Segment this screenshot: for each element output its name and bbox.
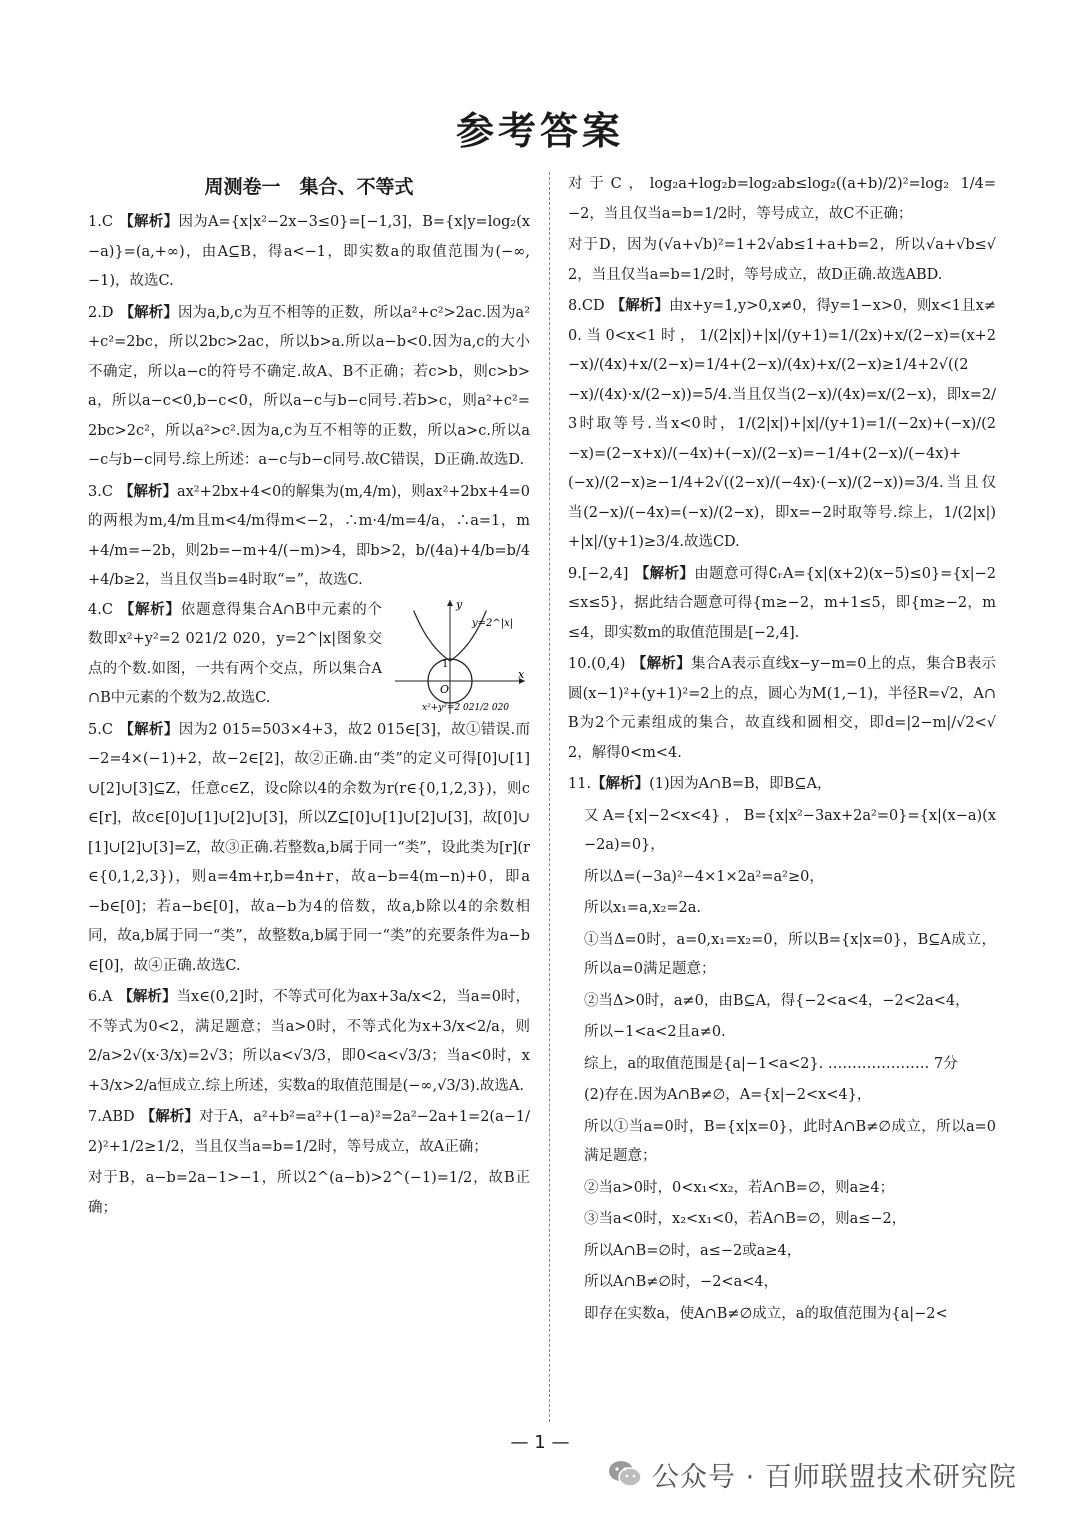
answer-text: 又A={x|−2<x<4}，B={x|x²−3ax+2a²=0}={x|(x−a)(x−2a)=0}，	[584, 807, 996, 853]
answer-paragraph	[568, 863, 996, 893]
page-number: — 1 —	[510, 1432, 570, 1453]
answer-choice: C	[101, 721, 113, 738]
answer-paragraph	[568, 770, 996, 800]
answer-paragraph	[568, 292, 996, 558]
analysis-tag: 【解析】	[140, 1109, 199, 1125]
answer-text: 当x∈(0,2]时，不等式可化为ax+3a/x<2，当a=0时，不等式为0<2，满足题意；当a>0时，不等式化为x+3/x<2/a，则2/a>2√(x·3/x)=2√3；所以a<√3/3，即0<a<√3/3；当a<0时，x+3/x>2/a恒成立.综上所述，实数a的取值范围是(−∞,√3/3).故选A.	[88, 989, 531, 1094]
answer-paragraph	[568, 894, 996, 924]
answer-paragraph	[88, 596, 390, 716]
origin-label: O	[440, 682, 450, 696]
answer-choice: CD	[581, 298, 605, 314]
answer-number: 10.	[568, 656, 592, 672]
answer-text: 因为A={x|x²−2x−3≤0}=[−1,3]，B={x|y=log₂(x−a)}=(a,+∞)，由A⊆B，得a<−1，即实数a的取值范围为(−∞,−1)，故选C.	[88, 214, 530, 289]
answer-paragraph	[568, 1018, 996, 1048]
watermark-text: 公众号 · 百师联盟技术研究院	[652, 1461, 1017, 1493]
answer-text: 依题意得集合A∩B中元素的个数即x²+y²=2 021/2 020，y=2^|x|图象交点的个数.如图，一共有两个交点，所以集合A∩B中元素的个数为2.故选C.	[88, 601, 383, 706]
answer-number: 2.	[88, 304, 102, 321]
answer-paragraph	[568, 1268, 996, 1298]
watermark	[608, 1452, 1017, 1496]
answer-with-figure	[88, 596, 530, 716]
answer-paragraph	[568, 1300, 996, 1330]
page-title: 参考答案	[455, 109, 624, 153]
point-one-label: 1	[442, 658, 449, 670]
left-answer-list	[88, 208, 530, 1223]
answer-choice: ABD	[101, 1109, 135, 1125]
answer-choice: A	[101, 989, 113, 1005]
answer-paragraph	[568, 650, 996, 768]
answer-paragraph	[568, 1081, 996, 1111]
answer-text: 所以A∩B≠∅时，−2<a<4，	[584, 1274, 779, 1290]
answer-text: 对于C，log₂a+log₂b=log₂ab≤log₂((a+b)/2)²=log₂ 1/4=−2，当且仅当a=b=1/2时，等号成立，故C不正确；	[568, 176, 996, 222]
answer-text: 由题意可得∁ᵣA={x|(x+2)(x−5)≤0}={x|−2≤x≤5}，据此结合题意可得{m≥−2，m+1≤5，即{m≥−2，m≤4，即实数m的取值范围是[−2,4].	[568, 565, 996, 641]
answer-number: 9.	[568, 565, 582, 582]
analysis-tag: 【解析】	[118, 721, 179, 738]
answer-paragraph	[88, 299, 530, 476]
answer-paragraph	[568, 231, 996, 290]
circle-label: x²+y²=2 021/2 020	[422, 702, 510, 713]
answer-text: 即存在实数a，使A∩B≠∅成立，a的取值范围为{a|−2<	[584, 1305, 948, 1322]
answer-choice: (0,4)	[591, 656, 626, 672]
answer-choice: C	[101, 601, 113, 618]
answer-text: (1)因为A∩B=B，即B⊆A，	[649, 776, 832, 792]
answer-paragraph	[568, 1050, 996, 1080]
answer-text: 由x+y=1,y>0,x≠0，得y=1−x>0，则x<1且x≠0.当0<x<1时，1/(2|x|)+|x|/(y+1)=1/(2x)+x/(2−x)=(x+2−x)/(4x)+x/(2−x)=1/4+(2−x)/(4x)+x/(2−x)≥1/4+2√((2−x)/(4x)·x/(2−x))=5/4.当且仅当(2−x)/(4x)=x/(2−x)，即x=2/3时取等号.当x<0时，1/(2|x|)+|x|/(y+1)=1/(−2x)+(−x)/(2−x)=(2−x+x)/(−4x)+(−x)/(2−x)=−1/4+(2−x)/(−4x)+(−x)/(2−x)≥−1/4+2√((2−x)/(−4x)·(−x)/(2−x))=3/4.当且仅当(2−x)/(−4x)=(−x)/(2−x)，即x=−2时取等号.综上，1/(2|x|)+|x|/(y+1)≥3/4.故选CD.	[568, 298, 996, 550]
answer-paragraph	[88, 1103, 530, 1162]
answer-paragraph	[88, 716, 530, 982]
analysis-tag: 【解析】	[118, 214, 179, 230]
answer-text: (2)存在.因为A∩B≠∅，A={x|−2<x<4}，	[584, 1087, 872, 1103]
analysis-tag: 【解析】	[634, 565, 695, 582]
answer-text: 所以A∩B=∅时，a≤−2或a≥4，	[584, 1242, 802, 1259]
analysis-tag: 【解析】	[118, 601, 181, 618]
x-axis-label: x	[518, 667, 525, 681]
right-column	[568, 170, 996, 1329]
answer-text: 因为2 015=503×4+3，故2 015∈[3]，故①错误.而−2=4×(−1)+2，故−2∈[2]，故②正确.由“类”的定义可得[0]∪[1]∪[2]∪[3]⊆Z，任意c∈Z，设c除以4的余数为r(r∈{0,1,2,3})，则c∈[r]，故c∈[0]∪[1]∪[2]∪[3]，所以Z⊆[0]∪[1]∪[2]∪[3]，故[0]∪[1]∪[2]∪[3]=Z，故③正确.若整数a,b属于同一“类”，设此类为[r](r∈{0,1,2,3})，则a=4m+r,b=4n+r，故a−b=4(m−n)+0，即a−b∈[0]；若a−b∈[0]，故a−b为4的倍数，故a,b除以4的余数相同，故a,b属于同一“类”，故整数a,b属于同一“类”的充要条件为a−b∈[0]，故④正确.故选C.	[88, 721, 530, 974]
analysis-tag: 【解析】	[610, 298, 669, 314]
answer-number: 11.	[568, 776, 592, 792]
answer-number: 3.	[88, 483, 102, 500]
answer-paragraph	[88, 478, 530, 596]
wechat-icon	[608, 1459, 642, 1489]
answer-paragraph	[88, 208, 530, 297]
answer-number: 8.	[568, 298, 582, 314]
answer-choice: D	[101, 304, 114, 321]
analysis-tag: 【解析】	[118, 483, 177, 500]
answer-paragraph	[568, 926, 996, 985]
y-axis-label: y	[456, 597, 463, 611]
answer-text: 对于B，a−b=2a−1>−1，所以2^(a−b)>2^(−1)=1/2，故B正确；	[88, 1170, 530, 1216]
answer-number: 4.	[88, 601, 102, 618]
answer-text: 所以x₁=a,x₂=2a.	[584, 900, 702, 916]
left-column	[88, 170, 530, 1223]
answer-paragraph	[568, 1113, 996, 1172]
analysis-tag: 【解析】	[118, 989, 177, 1005]
section-title: 周测卷一 集合、不等式	[204, 176, 414, 198]
analysis-tag: 【解析】	[631, 656, 692, 672]
answer-choice: C	[101, 214, 113, 230]
answer-text: ③当a<0时，x₂<x₁<0，若A∩B=∅，则a≤−2，	[584, 1211, 907, 1227]
y-axis-arrow-icon	[447, 600, 453, 606]
analysis-tag: 【解析】	[119, 304, 178, 321]
answer-paragraph	[568, 1174, 996, 1204]
answer-paragraph	[568, 170, 996, 229]
curve-label: y=2^|x|	[472, 617, 514, 629]
answer-number: 6.	[88, 989, 102, 1005]
answer-text: 所以Δ=(−3a)²−4×1×2a²=a²≥0，	[584, 868, 824, 885]
column-divider	[549, 172, 550, 1422]
answer-paragraph	[568, 802, 996, 861]
answer-paragraph	[88, 1164, 530, 1223]
answer-text: 所以①当a=0时，B={x|x=0}，此时A∩B≠∅成立，所以a=0满足题意；	[584, 1118, 996, 1164]
answer-text: ①当Δ=0时，a=0,x₁=x₂=0，所以B={x|x=0}，B⊆A成立，所以a=0满足题意；	[584, 931, 996, 977]
answer-paragraph	[568, 1237, 996, 1267]
answer-paragraph	[88, 983, 530, 1101]
answer-text: 因为a,b,c为互不相等的正数，所以a²+c²>2ac.因为a²+c²=2bc，所以2bc>2ac，所以b>a.所以a−b<0.因为a,c的大小不确定，所以a−c的符号不确定.故A、B不正确；若c>b，则c>b>a，所以a−c<0,b−c<0，所以a−c与b−c同号.若b>c，则a²+c²=2bc>2c²，所以a²>c².因为a,c为互不相等的正数，所以a>c.所以a−c与b−c同号.综上所述：a−c与b−c同号.故C错误，D正确.故选D.	[88, 304, 531, 468]
answer-number: 5.	[88, 721, 102, 738]
answer-text: ②当a>0时，0<x₁<x₂，若A∩B=∅，则a≥4；	[584, 1179, 895, 1196]
answer-text: ②当Δ>0时，a≠0，由B⊆A，得{−2<a<4，−2<2a<4，	[584, 992, 970, 1009]
answer-choice: [−2,4]	[581, 565, 629, 582]
answer-text: 所以−1<a<2且a≠0.	[584, 1024, 726, 1040]
answer-choice: C	[101, 483, 113, 500]
answer-paragraph	[568, 560, 996, 649]
answer-paragraph	[568, 1205, 996, 1235]
answer-text: ax²+2bx+4<0的解集为(m,4/m)，则ax²+2bx+4=0的两根为m,4/m且m<4/m得m<−2，∴m·4/m=4/a，∴a=1，m+4/m=−2b，则2b=−m+4/(−m)>4，即b>2，b/(4a)+4/b=b/4+4/b≥2，当且仅当b=4时取“=”，故选C.	[88, 483, 530, 588]
answer-text: 综上，a的取值范围是{a|−1<a<2}. ………………… 7分	[584, 1055, 958, 1072]
analysis-tag: 【解析】	[591, 776, 650, 792]
graph-figure	[390, 596, 530, 716]
right-answer-list	[568, 170, 996, 1329]
answer-paragraph	[568, 987, 996, 1017]
answer-number: 7.	[88, 1109, 102, 1125]
answer-text: 对于A，a²+b²=a²+(1−a)²=2a²−2a+1=2(a−1/2)²+1/2≥1/2，当且仅当a=b=1/2时，等号成立，故A正确；	[88, 1109, 530, 1155]
answer-number: 1.	[88, 214, 102, 230]
answer-text: 对于D，因为(√a+√b)²=1+2√ab≤1+a+b=2，所以√a+√b≤√2，当且仅当a=b=1/2时，等号成立，故D正确.故选ABD.	[568, 237, 996, 283]
answer-text: 集合A表示直线x−y−m=0上的点，集合B表示圆(x−1)²+(y+1)²=2上的点，圆心为M(1,−1)，半径R=√2，A∩B为2个元素组成的集合，故直线和圆相交，即d=|2−m|/√2<√2，解得0<m<4.	[568, 656, 997, 761]
